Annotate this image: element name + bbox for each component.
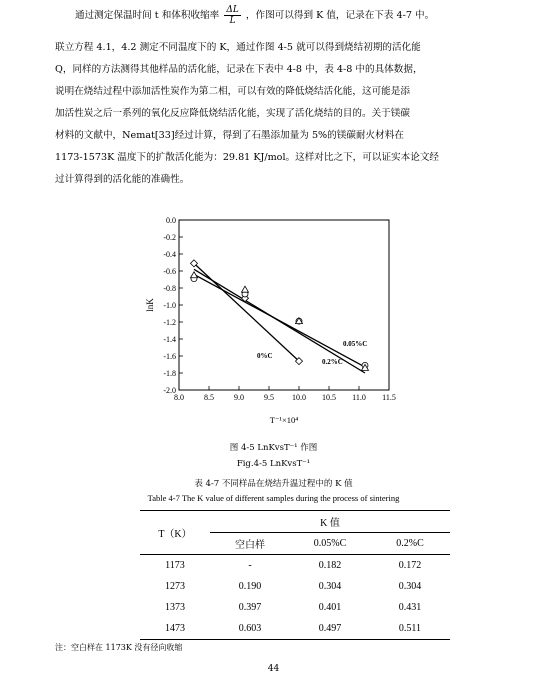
- fraction: [224, 5, 240, 26]
- y-tick-label: -0.2: [163, 233, 176, 242]
- annotation-0c: 0%C: [257, 352, 273, 360]
- y-tick-label: -1.4: [163, 335, 176, 344]
- table-cell: 0.182: [318, 560, 342, 571]
- lnk-vs-t-chart: [137, 212, 417, 427]
- y-tick-label: 0.0: [166, 216, 176, 225]
- x-tick-label: 9.0: [234, 393, 244, 402]
- table-cell: 0.511: [398, 623, 422, 634]
- table-row: [140, 555, 450, 577]
- header-k-value: K 值: [210, 511, 450, 533]
- x-tick-label: 11.5: [382, 393, 396, 402]
- y-tick-label: -1.2: [163, 318, 176, 327]
- table-cell: 0.497: [318, 623, 342, 634]
- table-cell: 0.190: [238, 581, 262, 592]
- table-cell: -: [248, 560, 252, 571]
- subheader-blank: 空白样: [235, 540, 265, 551]
- y-tick-label: -0.8: [163, 284, 176, 293]
- table-row: [140, 618, 450, 640]
- annotation-0.05c: 0.05%C: [343, 340, 368, 348]
- k-value-table: [140, 510, 450, 640]
- x-tick-label: 10.0: [292, 393, 306, 402]
- table-cell: 0.603: [238, 623, 262, 634]
- subheader-0.2c: 0.2%C: [396, 538, 424, 549]
- paragraph-1: [55, 5, 500, 27]
- table-cell: 1173: [165, 560, 185, 571]
- table-cell: 0.431: [398, 602, 422, 613]
- plot-frame: [179, 220, 389, 390]
- fraction-numerator: ΔL: [226, 5, 239, 15]
- paragraph-1-after: ，作图可以得到 K 值，记录在下表 4-7 中。: [245, 10, 435, 21]
- page-number: 44: [267, 664, 280, 674]
- data-point-0.2%C: [191, 272, 198, 278]
- data-point-0.2%C: [242, 286, 249, 292]
- paragraph-2-line: 材料的文献中，Nemat[33]经过计算，得到了石墨添加量为 5%的镁碳耐火材料在: [55, 130, 404, 141]
- annotation-0.2c: 0.2%C: [322, 358, 343, 366]
- table-caption-en: Table 4-7 The K value of different samples during the process of sintering: [147, 493, 400, 503]
- y-tick-label: -0.4: [163, 250, 176, 259]
- paragraph-1-before: 通过测定保温时间 t 和体积收缩率: [75, 10, 220, 21]
- x-tick-label: 11.0: [352, 393, 366, 402]
- paragraph-2-line: 联立方程 4.1，4.2 测定不同温度下的 K，通过作图 4-5 就可以得到烧结初期的活化能: [55, 42, 421, 53]
- y-tick-label: -0.6: [163, 267, 176, 276]
- x-tick-label: 8.5: [204, 393, 214, 402]
- y-tick-label: -1.6: [163, 352, 176, 361]
- paragraph-2-line: 说明在烧结过程中添加活性炭作为第二相，可以有效的降低烧结活化能，这可能是添: [55, 86, 410, 97]
- paragraph-2-line: 1173-1573K 温度下的扩散活化能为：29.81 KJ/mol。这样对比之下，可以证实本论文经: [55, 152, 440, 163]
- subheader-0.05c: 0.05%C: [313, 538, 347, 549]
- table-cell: 0.304: [318, 581, 342, 592]
- table-row: [140, 576, 450, 597]
- header-temperature: T（K）: [158, 529, 192, 540]
- table-cell: 0.401: [318, 602, 342, 613]
- figure-caption-cn: 图 4-5 LnKvsT⁻¹ 作图: [229, 443, 318, 453]
- fraction-denominator: L: [229, 16, 236, 26]
- table-cell: 0.397: [238, 602, 262, 613]
- table-note: 注：空白样在 1173K 没有径向收缩: [55, 643, 183, 652]
- x-tick-label: 8.0: [174, 393, 184, 402]
- table-row: [140, 597, 450, 618]
- fit-line-0%C: [194, 263, 299, 361]
- paragraph-2-line: 过计算得到的活化能的准确性。: [55, 174, 190, 185]
- table-cell: 0.304: [398, 581, 422, 592]
- y-axis-label: lnK: [145, 298, 155, 312]
- table-caption-cn: 表 4-7 不同样品在烧结升温过程中的 K 值: [194, 479, 353, 489]
- y-tick-label: -2.0: [163, 386, 176, 395]
- paragraph-2: [55, 37, 500, 191]
- y-tick-label: -1.8: [163, 369, 176, 378]
- x-tick-label: 9.5: [264, 393, 274, 402]
- x-axis-label: T⁻¹×10⁴: [269, 415, 299, 425]
- table-cell: 1473: [165, 623, 185, 634]
- y-tick-label: -1.0: [163, 301, 176, 310]
- paragraph-2-line: 加活性炭之后一系列的氧化反应降低烧结活化能，实现了活化烧结的目的。关于镁碳: [55, 108, 410, 119]
- x-tick-label: 10.5: [322, 393, 336, 402]
- table-cell: 0.172: [398, 560, 422, 571]
- table-cell: 1273: [165, 581, 185, 592]
- figure-caption-en: Fig.4-5 LnKvsT⁻¹: [236, 459, 311, 469]
- paragraph-2-line: Q，同样的方法测得其他样品的活化能，记录在下表中 4-8 中，表 4-8 中的具体数据，: [55, 64, 423, 75]
- table-cell: 1373: [165, 602, 185, 613]
